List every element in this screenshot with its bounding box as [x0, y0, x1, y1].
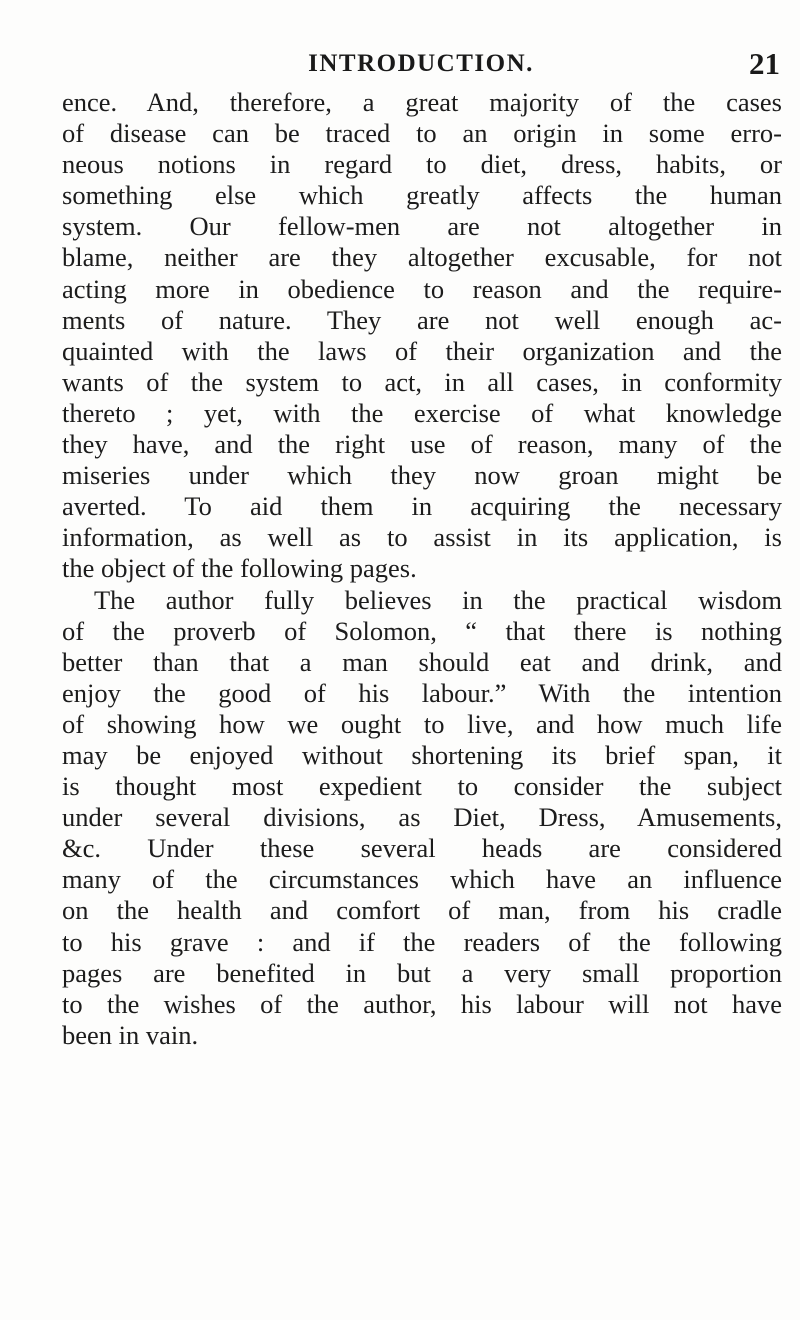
- text-line: better than that a man should eat and drink, and: [62, 646, 782, 677]
- text-line: The author fully believes in the practical wisdom: [94, 584, 782, 615]
- text-line: enjoy the good of his labour.” With the intention: [62, 677, 782, 708]
- chapter-title: INTRODUCTION.: [308, 50, 534, 77]
- text-line: neous notions in regard to diet, dress, habits, or: [62, 149, 782, 180]
- page-number: 21: [749, 46, 780, 81]
- text-line: acting more in obedience to reason and the require-: [62, 273, 782, 304]
- text-line: is thought most expedient to consider the subject: [62, 771, 782, 802]
- text-line: many of the circumstances which have an influence: [62, 864, 782, 895]
- text-line: the object of the following pages.: [62, 553, 417, 584]
- text-line: of showing how we ought to live, and how much life: [62, 708, 782, 739]
- paragraph: [62, 87, 782, 585]
- text-line: miseries under which they now groan might be: [62, 460, 782, 491]
- text-line: been in vain.: [62, 1019, 199, 1050]
- text-line: to the wishes of the author, his labour will not have: [62, 988, 782, 1019]
- text-line: ence. And, therefore, a great majority of the cases: [62, 87, 782, 117]
- body-text: [62, 87, 782, 1051]
- text-line: pages are benefited in but a very small proportion: [62, 957, 782, 988]
- text-line: of disease can be traced to an origin in some erro-: [62, 118, 782, 149]
- text-line: may be enjoyed without shortening its brief span, it: [62, 739, 782, 770]
- text-line: ments of nature. They are not well enough ac-: [62, 304, 782, 335]
- text-line: of the proverb of Solomon, “ that there is nothing: [62, 615, 782, 646]
- running-head: [62, 46, 780, 86]
- text-line: something else which greatly affects the human: [62, 180, 782, 211]
- text-line: they have, and the right use of reason, many of the: [62, 429, 782, 460]
- text-line: system. Our fellow-men are not altogether in: [62, 211, 782, 242]
- text-line: &c. Under these several heads are considered: [62, 833, 782, 864]
- text-line: quainted with the laws of their organization and the: [62, 335, 782, 366]
- text-line: thereto ; yet, with the exercise of what knowledge: [62, 397, 782, 428]
- text-line: information, as well as to assist in its application, is: [62, 522, 782, 553]
- text-line: wants of the system to act, in all cases, in conformity: [62, 366, 782, 397]
- text-line: blame, neither are they altogether excusable, for not: [62, 242, 782, 273]
- paragraph: [62, 585, 782, 1051]
- text-line: averted. To aid them in acquiring the necessary: [62, 491, 782, 522]
- text-line: to his grave : and if the readers of the following: [62, 926, 782, 957]
- text-line: under several divisions, as Diet, Dress, Amusements,: [62, 802, 782, 833]
- text-line: on the health and comfort of man, from his cradle: [62, 895, 782, 926]
